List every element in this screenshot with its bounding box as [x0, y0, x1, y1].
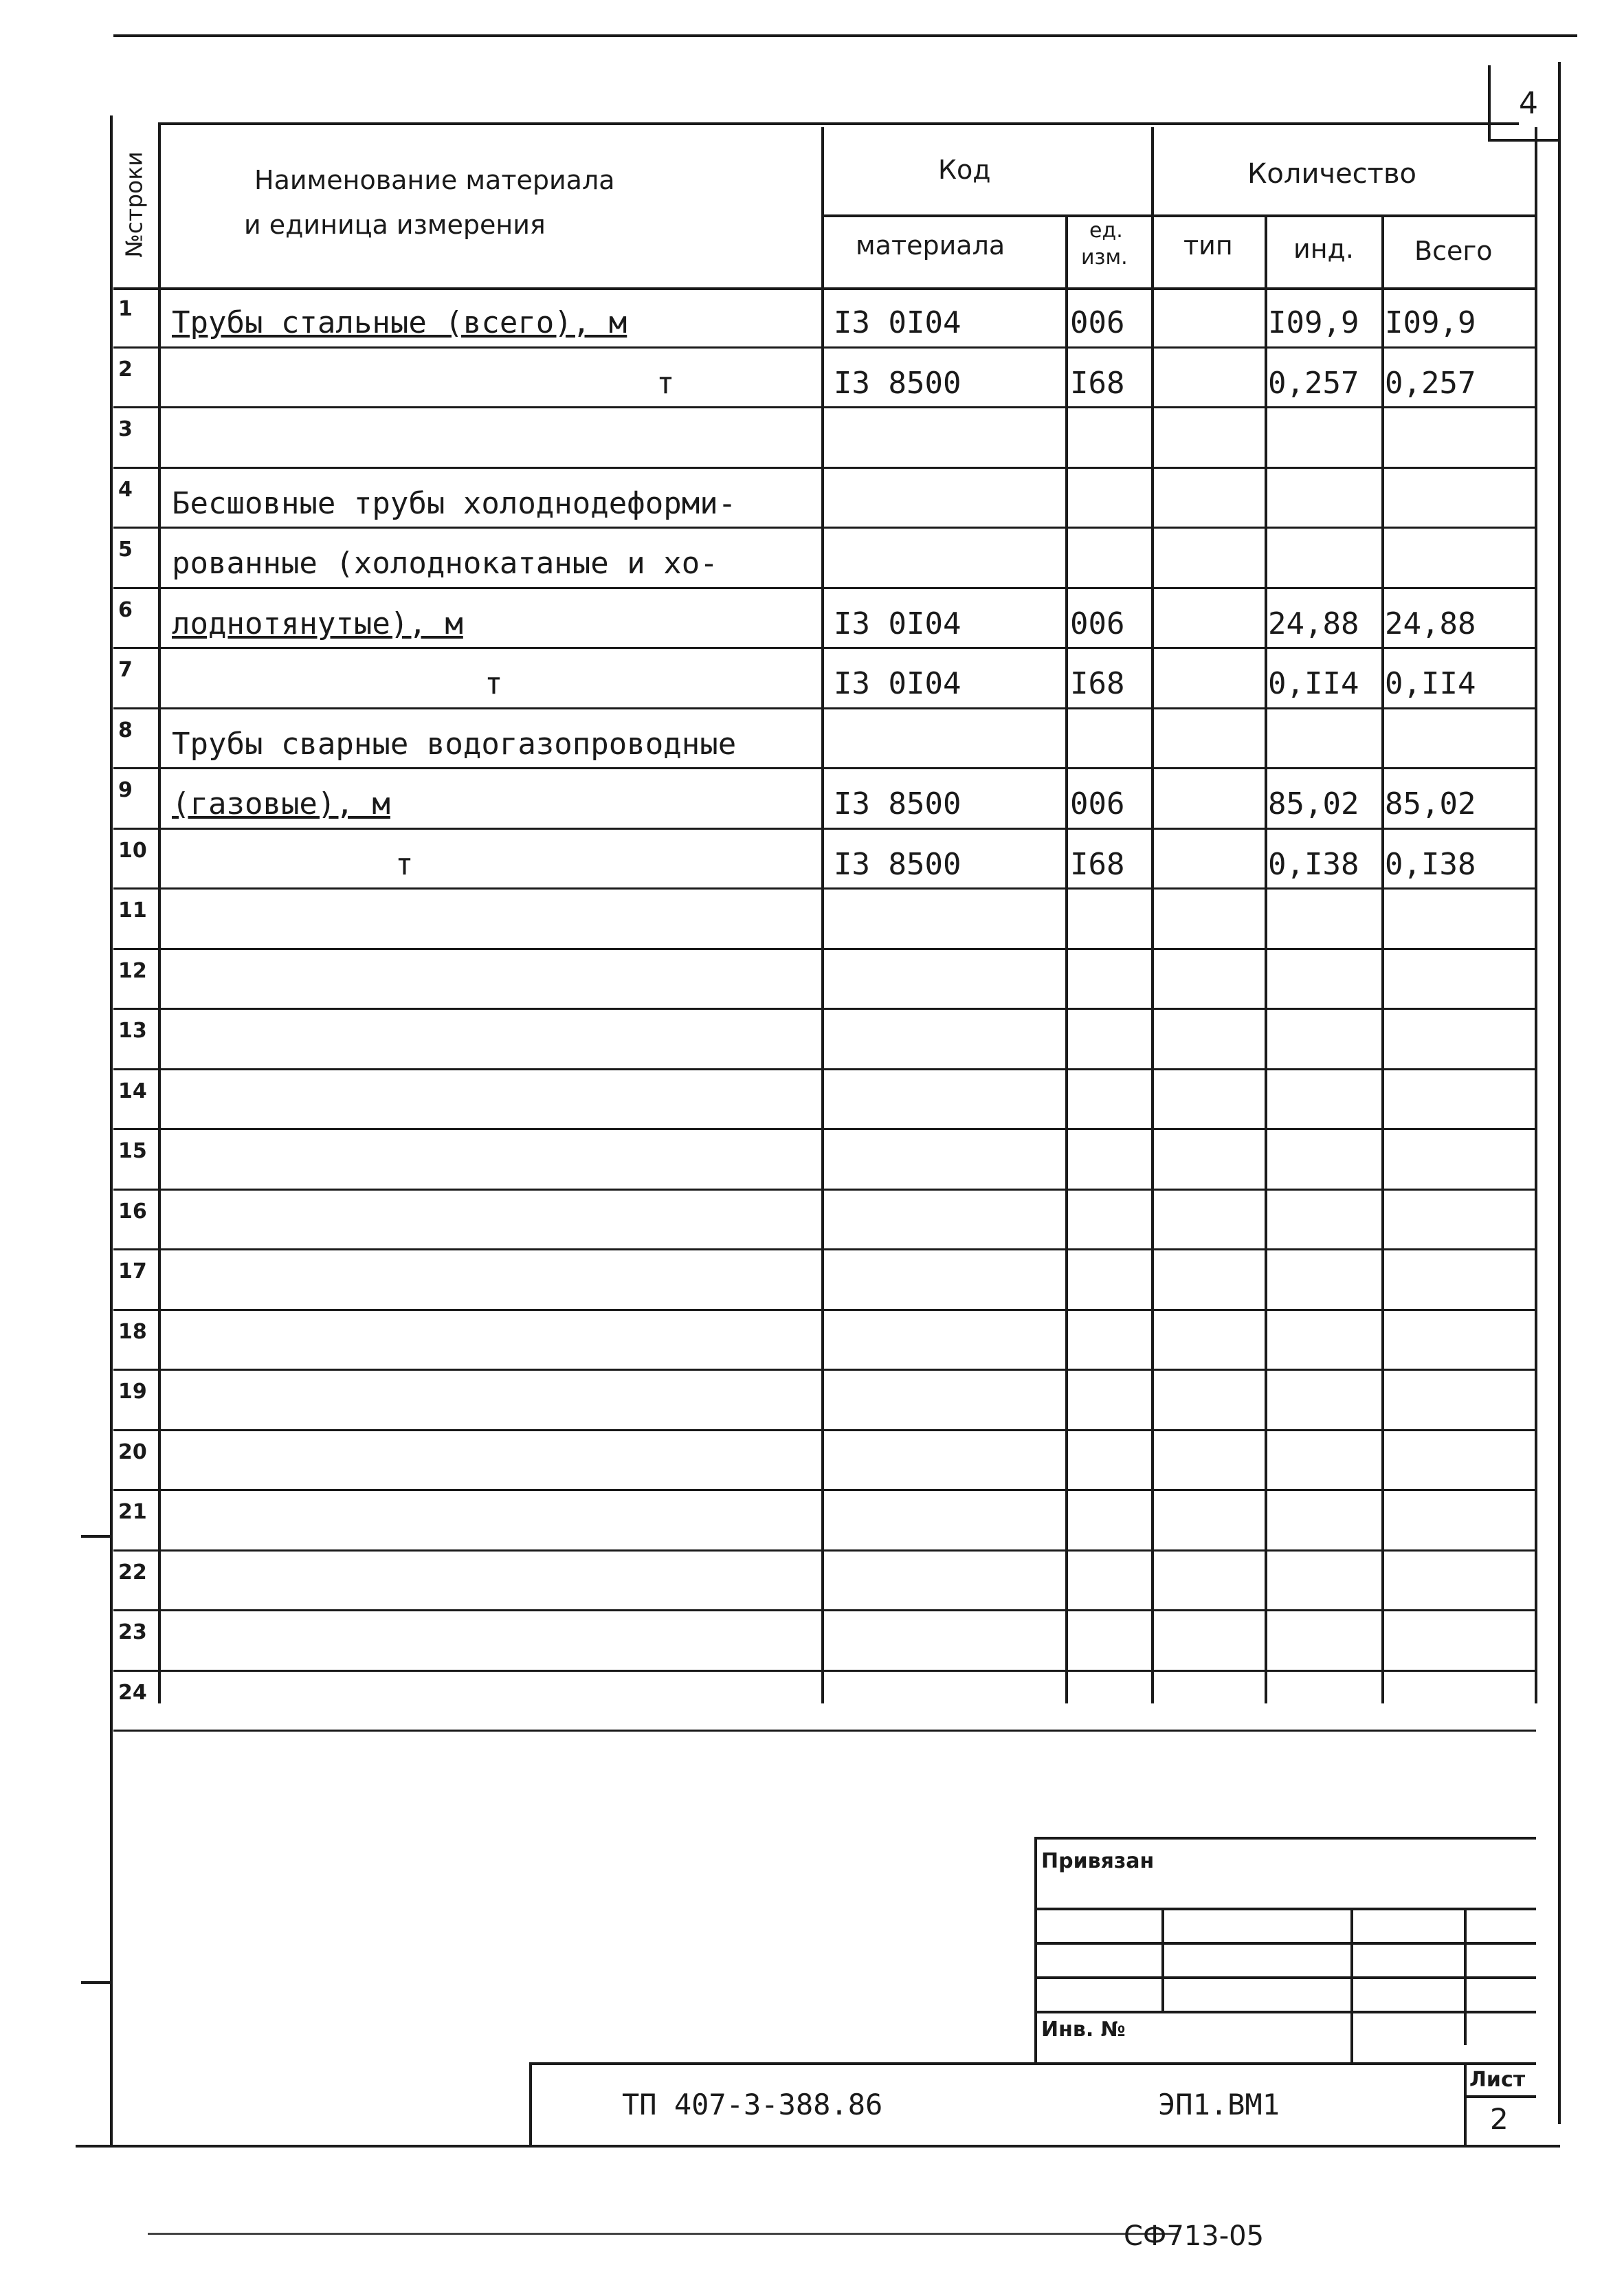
table-row-line: [113, 767, 1536, 769]
row-number: 12: [118, 958, 147, 983]
col-line-type-right: [1265, 217, 1267, 1703]
quantity-ind-cell: I09,9: [1268, 305, 1359, 340]
title-row-top: [529, 2062, 1536, 2065]
sheet-number: 2: [1490, 2102, 1509, 2136]
stamp-col-2: [1350, 1908, 1353, 2064]
frame-bottom-line: [76, 2145, 1560, 2148]
quantity-total-cell: 85,02: [1385, 786, 1476, 821]
material-name-cell: рованные (холоднокатаные и хо-: [172, 546, 718, 581]
row-number: 17: [118, 1259, 147, 1283]
table-row-line: [113, 1609, 1536, 1611]
row-number: 16: [118, 1199, 147, 1224]
material-name-cell: т: [395, 846, 414, 882]
table-row-line: [113, 647, 1536, 649]
table-row-line: [113, 1309, 1536, 1311]
material-name-cell: лоднотянутые), м: [172, 606, 463, 641]
unit-code-cell: 006: [1070, 786, 1125, 821]
material-code-cell: I3 0I04: [834, 606, 961, 641]
sheet-box-left: [1464, 2062, 1467, 2146]
unit-code-cell: 006: [1070, 606, 1125, 641]
material-name-cell: Бесшовные трубы холоднодеформи-: [172, 485, 737, 521]
header-name-line2: и единица измерения: [244, 210, 546, 240]
table-row-line: [113, 1068, 1536, 1070]
stamp-outer-left: [1034, 1837, 1037, 2064]
unit-code-cell: I68: [1070, 666, 1125, 701]
col-line-total-right: [1535, 127, 1537, 1703]
row-number: 10: [118, 838, 147, 863]
row-number: 13: [118, 1019, 147, 1043]
row-number: 14: [118, 1079, 147, 1103]
table-row-line: [113, 1369, 1536, 1371]
header-code: Код: [938, 155, 991, 185]
stamp-top-line: [1034, 1837, 1536, 1840]
doc-code: ТП 407-3-388.86: [622, 2088, 883, 2121]
material-name-cell: т: [485, 666, 503, 701]
footer-code: СФ713-05: [1124, 2220, 1265, 2252]
col-line-name-right: [821, 127, 824, 1703]
header-code-unit-line2: изм.: [1081, 245, 1128, 269]
quantity-ind-cell: 0,257: [1268, 365, 1359, 401]
sheet-label: Лист: [1469, 2068, 1526, 2092]
stamp-line-a: [1034, 1908, 1536, 1910]
material-code-cell: I3 0I04: [834, 666, 961, 701]
table-row-line: [113, 1730, 1536, 1732]
row-number: 1: [118, 297, 133, 321]
row-number: 8: [118, 718, 133, 742]
header-code-unit-line1: ед.: [1089, 219, 1123, 243]
stamp-col-3: [1464, 1908, 1467, 2045]
quantity-ind-cell: 0,II4: [1268, 666, 1359, 701]
footer-dash-line: [148, 2233, 1179, 2235]
page-number-box-left: [1488, 65, 1491, 141]
material-code-cell: I3 0I04: [834, 305, 961, 340]
frame-top-line-2: [158, 122, 1519, 125]
material-name-cell: Трубы сварные водогазопроводные: [172, 726, 737, 762]
header-bottom-line: [113, 287, 1536, 290]
stamp-col-1: [1161, 1908, 1164, 2011]
table-row-line: [113, 467, 1536, 469]
stamp-linked-label: Привязан: [1041, 1849, 1155, 1873]
unit-code-cell: 006: [1070, 305, 1125, 340]
material-code-cell: I3 8500: [834, 365, 961, 401]
stamp-line-b: [1034, 1942, 1536, 1945]
page-number-box-bottom: [1488, 139, 1560, 142]
row-number: 6: [118, 597, 133, 622]
header-mid-line: [821, 214, 1536, 217]
stamp-line-c: [1034, 1976, 1536, 1979]
sheet-box-mid: [1464, 2095, 1536, 2098]
row-number: 9: [118, 778, 133, 802]
row-number: 5: [118, 538, 133, 562]
margin-tick-1: [81, 1535, 113, 1538]
row-number: 15: [118, 1139, 147, 1163]
table-row-line: [113, 828, 1536, 830]
header-quantity: Количество: [1247, 158, 1417, 190]
material-name-cell: т: [656, 365, 675, 401]
col-line-ind-right: [1381, 217, 1384, 1703]
quantity-total-cell: 0,II4: [1385, 666, 1476, 701]
table-row-line: [113, 1670, 1536, 1672]
row-number: 24: [118, 1680, 147, 1705]
material-name-cell: (газовые), м: [172, 786, 390, 821]
header-row-number: №строки: [120, 151, 148, 258]
header-qty-total: Всего: [1414, 236, 1493, 266]
quantity-ind-cell: 24,88: [1268, 606, 1359, 641]
table-row-line: [113, 1429, 1536, 1431]
title-row-left: [529, 2062, 532, 2146]
table-row-line: [113, 587, 1536, 589]
quantity-ind-cell: 0,I38: [1268, 846, 1359, 882]
row-number: 4: [118, 477, 133, 502]
header-qty-ind: инд.: [1293, 234, 1354, 264]
material-code-cell: I3 8500: [834, 786, 961, 821]
table-row-line: [113, 346, 1536, 349]
quantity-total-cell: I09,9: [1385, 305, 1476, 340]
col-line-unit-right: [1151, 127, 1154, 1703]
row-number: 19: [118, 1380, 147, 1404]
table-row-line: [113, 948, 1536, 950]
row-number: 21: [118, 1500, 147, 1524]
unit-code-cell: I68: [1070, 846, 1125, 882]
table-row-line: [113, 707, 1536, 709]
quantity-total-cell: 24,88: [1385, 606, 1476, 641]
header-name-line1: Наименование материала: [254, 165, 615, 195]
table-row-line: [113, 887, 1536, 890]
material-name-cell: Трубы стальные (всего), м: [172, 305, 627, 340]
header-qty-type: тип: [1183, 230, 1233, 261]
page-number: 4: [1519, 86, 1538, 121]
table-row-line: [113, 1128, 1536, 1130]
quantity-total-cell: 0,I38: [1385, 846, 1476, 882]
margin-tick-2: [81, 1981, 113, 1984]
unit-code-cell: I68: [1070, 365, 1125, 401]
row-number: 20: [118, 1439, 147, 1464]
stamp-line-d: [1034, 2011, 1536, 2013]
row-number: 23: [118, 1620, 147, 1644]
row-number: 7: [118, 658, 133, 682]
material-code-cell: I3 8500: [834, 846, 961, 882]
row-number: 2: [118, 357, 133, 382]
table-row-line: [113, 1189, 1536, 1191]
table-row-line: [113, 1248, 1536, 1250]
row-number: 11: [118, 898, 147, 923]
row-number: 18: [118, 1319, 147, 1344]
table-row-line: [113, 1549, 1536, 1552]
quantity-ind-cell: 85,02: [1268, 786, 1359, 821]
row-number: 3: [118, 417, 133, 441]
table-row-line: [113, 406, 1536, 408]
doc-mark: ЭП1.ВМ1: [1158, 2088, 1280, 2121]
header-code-material: материала: [856, 230, 1005, 261]
frame-right-line: [1558, 62, 1561, 2124]
table-row-line: [113, 1489, 1536, 1491]
frame-top-line: [113, 34, 1577, 37]
quantity-total-cell: 0,257: [1385, 365, 1476, 401]
row-number: 22: [118, 1560, 147, 1585]
table-row-line: [113, 1008, 1536, 1010]
table-row-line: [113, 527, 1536, 529]
col-line-material-right: [1065, 217, 1068, 1703]
frame-left-line: [110, 115, 113, 2147]
stamp-inv-label: Инв. №: [1041, 2018, 1126, 2042]
col-line-rowno-right: [158, 122, 161, 1703]
